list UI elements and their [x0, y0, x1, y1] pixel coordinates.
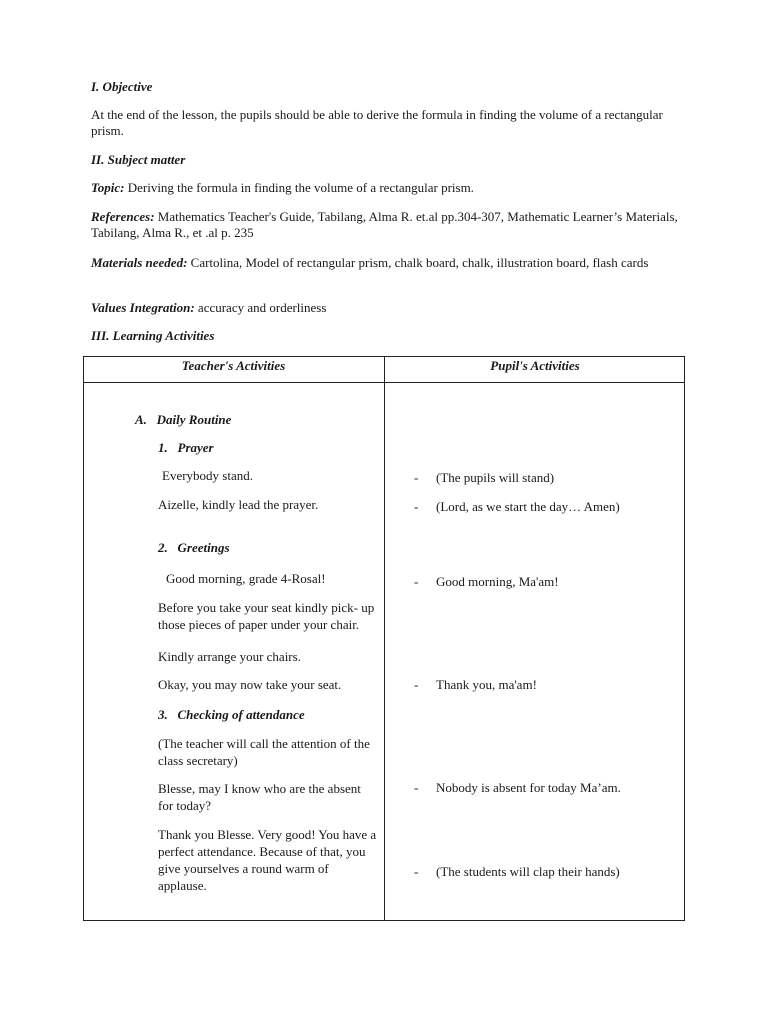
learning-activities-heading: III. Learning Activities [91, 328, 215, 343]
pupil-activities-header: Pupil's Activities [490, 358, 580, 373]
pupil-dash-2: - [414, 499, 419, 514]
materials-line [91, 255, 681, 271]
topic-line [91, 180, 681, 196]
pupil-response-1: (The pupils will stand) [436, 470, 555, 485]
attendance-teacher-1: (The teacher will call the attention of the class secretary) [158, 736, 370, 768]
values-label: Values Integration: [91, 300, 195, 315]
values-text: accuracy and orderliness [194, 300, 327, 315]
attendance-teacher-2: Blesse, may I know who are the absent for today? [158, 781, 361, 813]
prayer-teacher-1: Everybody stand. [162, 468, 253, 483]
pupil-dash-5: - [414, 780, 419, 795]
values-line [91, 300, 681, 316]
table-header-divider [83, 382, 685, 383]
pupil-response-6: (The students will clap their hands) [436, 864, 620, 879]
prayer-heading: 1. Prayer [158, 440, 214, 455]
subject-matter-heading: II. Subject matter [91, 152, 186, 167]
attendance-teacher-3: Thank you Blesse. Very good! You have a perfect attendance. Because of that, you give yourselves a round warm of applause. [158, 827, 377, 893]
daily-routine-heading: A. Daily Routine [135, 412, 232, 427]
topic-text: Deriving the formula in finding the volume of a rectangular prism. [124, 180, 474, 195]
pupil-response-4: Thank you, ma'am! [436, 677, 537, 692]
greetings-teacher-3: Kindly arrange your chairs. [158, 649, 301, 664]
pupil-dash-4: - [414, 677, 419, 692]
greetings-teacher-4: Okay, you may now take your seat. [158, 677, 342, 692]
references-label: References: [91, 209, 155, 224]
teacher-activities-header: Teacher's Activities [181, 358, 286, 373]
pupil-response-2: (Lord, as we start the day… Amen) [436, 499, 620, 514]
pupil-dash-6: - [414, 864, 419, 879]
pupil-response-5: Nobody is absent for today Ma’am. [436, 780, 621, 795]
references-text: Mathematics Teacher's Guide, Tabilang, Alma R. et.al pp.304-307, Mathematic Learner’s Materials, Tabilang, Alma R., et .al p. 235 [91, 209, 678, 240]
greetings-teacher-2: Before you take your seat kindly pick- up those pieces of paper under your chair. [158, 600, 375, 632]
topic-label: Topic: [91, 180, 125, 195]
pupil-dash-3: - [414, 574, 419, 589]
objective-heading: I. Objective [91, 79, 153, 94]
pupil-response-3: Good morning, Ma'am! [436, 574, 559, 589]
materials-text: Cartolina, Model of rectangular prism, chalk board, chalk, illustration board, flash cards [187, 255, 649, 270]
materials-label: Materials needed: [91, 255, 188, 270]
prayer-teacher-2: Aizelle, kindly lead the prayer. [158, 497, 319, 512]
greetings-heading: 2. Greetings [158, 540, 230, 555]
objective-text: At the end of the lesson, the pupils should be able to derive the formula in finding the volume of a rectangular prism. [91, 107, 663, 138]
attendance-heading: 3. Checking of attendance [158, 707, 305, 722]
pupil-dash-1: - [414, 470, 419, 485]
table-column-divider [384, 356, 385, 921]
greetings-teacher-1: Good morning, grade 4-Rosal! [166, 571, 326, 586]
references-line [91, 209, 681, 241]
